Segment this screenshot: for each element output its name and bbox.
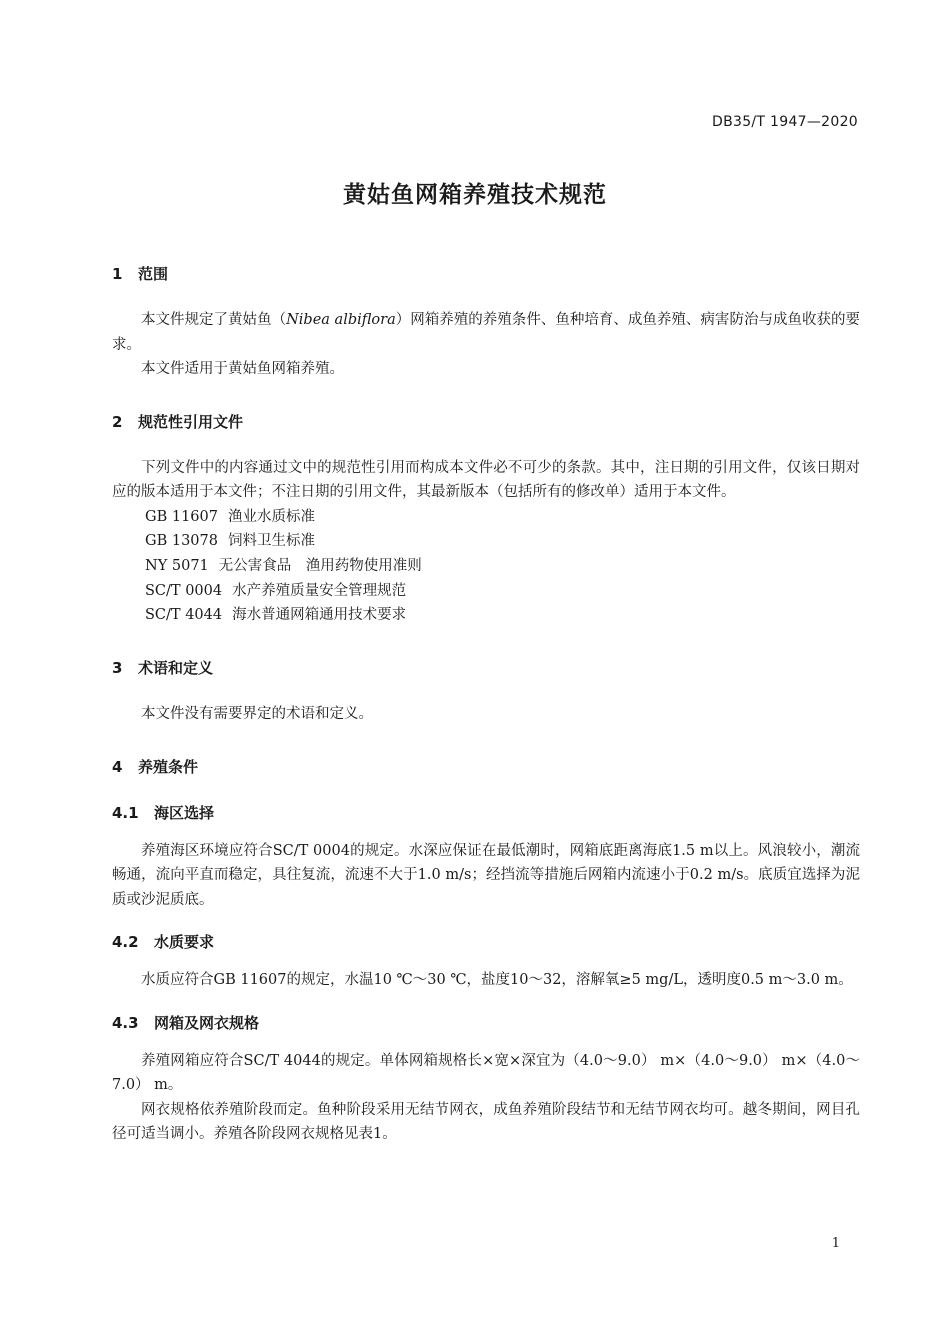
net-specs-paragraph: 网衣规格依养殖阶段而定。鱼种阶段采用无结节网衣，成鱼养殖阶段结节和无结节网衣均可。越冬期间，网目孔径可适当调小。养殖各阶段网衣规格见表1。 [112,1101,860,1143]
subsection-heading-water-quality [112,930,860,954]
reference-item [112,505,860,530]
scope-applicability: 本文件适用于黄姑鱼网箱养殖。 [141,361,344,377]
subsection-heading-cage-specs [112,1011,860,1035]
subsection-number: 4.1 [112,803,139,822]
reference-code: NY 5071 [145,557,209,574]
reference-code: SC/T 4044 [145,607,223,624]
reference-item [112,529,860,554]
reference-name: 渔业水质标准 [227,508,315,525]
section-number: 2 [112,412,123,431]
references-intro: 下列文件中的内容通过文中的规范性引用而构成本文件必不可少的条款。其中，注日期的引用文件，仅该日期对应的版本适用于本文件；不注日期的引用文件，其最新版本（包括所有的修改单）适用于本文件。 [112,459,860,500]
section-heading-normative-references [112,410,860,434]
reference-code: GB 11607 [145,508,218,525]
document-title: 黄姑鱼网箱养殖技术规范 [343,182,607,208]
reference-code: SC/T 0004 [145,582,223,599]
section-heading-scope [112,262,860,286]
terms-paragraph: 本文件没有需要界定的术语和定义。 [141,706,373,723]
reference-name: 水产养殖质量安全管理规范 [232,582,407,599]
water-quality-paragraph: 水质应符合GB 11607的规定，水温10 ℃～30 ℃，盐度10～32，溶解氧≥5 mg/L，透明度0.5 m～3.0 m。 [141,972,853,989]
subsection-heading-sea-area [112,801,860,825]
reference-name: 无公害食品 渔用药物使用准则 [218,557,422,574]
section-title: 养殖条件 [138,757,199,776]
subsection-title: 网箱及网衣规格 [154,1013,260,1032]
sea-area-paragraph: 养殖海区环境应符合SC/T 0004的规定。水深应保证在最低潮时，网箱底距离海底1.5 m以上。风浪较小，潮流畅通，流向平直而稳定，具往复流，流速不大于1.0 m/s；经挡流等措施后网箱内流速小于0.2 m/s。底质宜选择为泥质或沙泥质底。 [112,842,860,908]
reference-code: GB 13078 [145,533,218,550]
reference-name: 饲料卫生标准 [227,533,315,550]
reference-item [112,554,860,579]
document-body [112,262,860,1147]
cage-specs-paragraph: 养殖网箱应符合SC/T 4044的规定。单体网箱规格长×宽×深宜为（4.0～9.0） m×（4.0～9.0） m×（4.0～7.0） m。 [112,1052,860,1094]
subsection-number: 4.3 [112,1013,139,1032]
section-title: 规范性引用文件 [138,412,244,431]
section-title: 术语和定义 [138,659,214,678]
section-heading-culture-conditions [112,755,860,779]
section-number: 3 [112,659,123,678]
page-number: 1 [831,1236,840,1251]
section-heading-terms [112,656,860,680]
document-code: DB35/T 1947—2020 [712,114,858,130]
reference-item [112,579,860,604]
section-title: 范围 [138,265,169,283]
section-number: 4 [112,757,123,776]
scope-paragraph: 本文件规定了黄姑鱼（Nibea albiflora）网箱养殖的养殖条件、鱼种培育、成鱼养殖、病害防治与成鱼收获的要求。 [112,312,861,353]
subsection-title: 海区选择 [154,803,215,822]
subsection-title: 水质要求 [154,933,215,952]
subsection-number: 4.2 [112,933,139,952]
reference-item [112,603,860,628]
reference-name: 海水普通网箱通用技术要求 [232,607,407,624]
section-number: 1 [112,265,123,283]
scientific-name: Nibea albiflora [286,312,396,328]
